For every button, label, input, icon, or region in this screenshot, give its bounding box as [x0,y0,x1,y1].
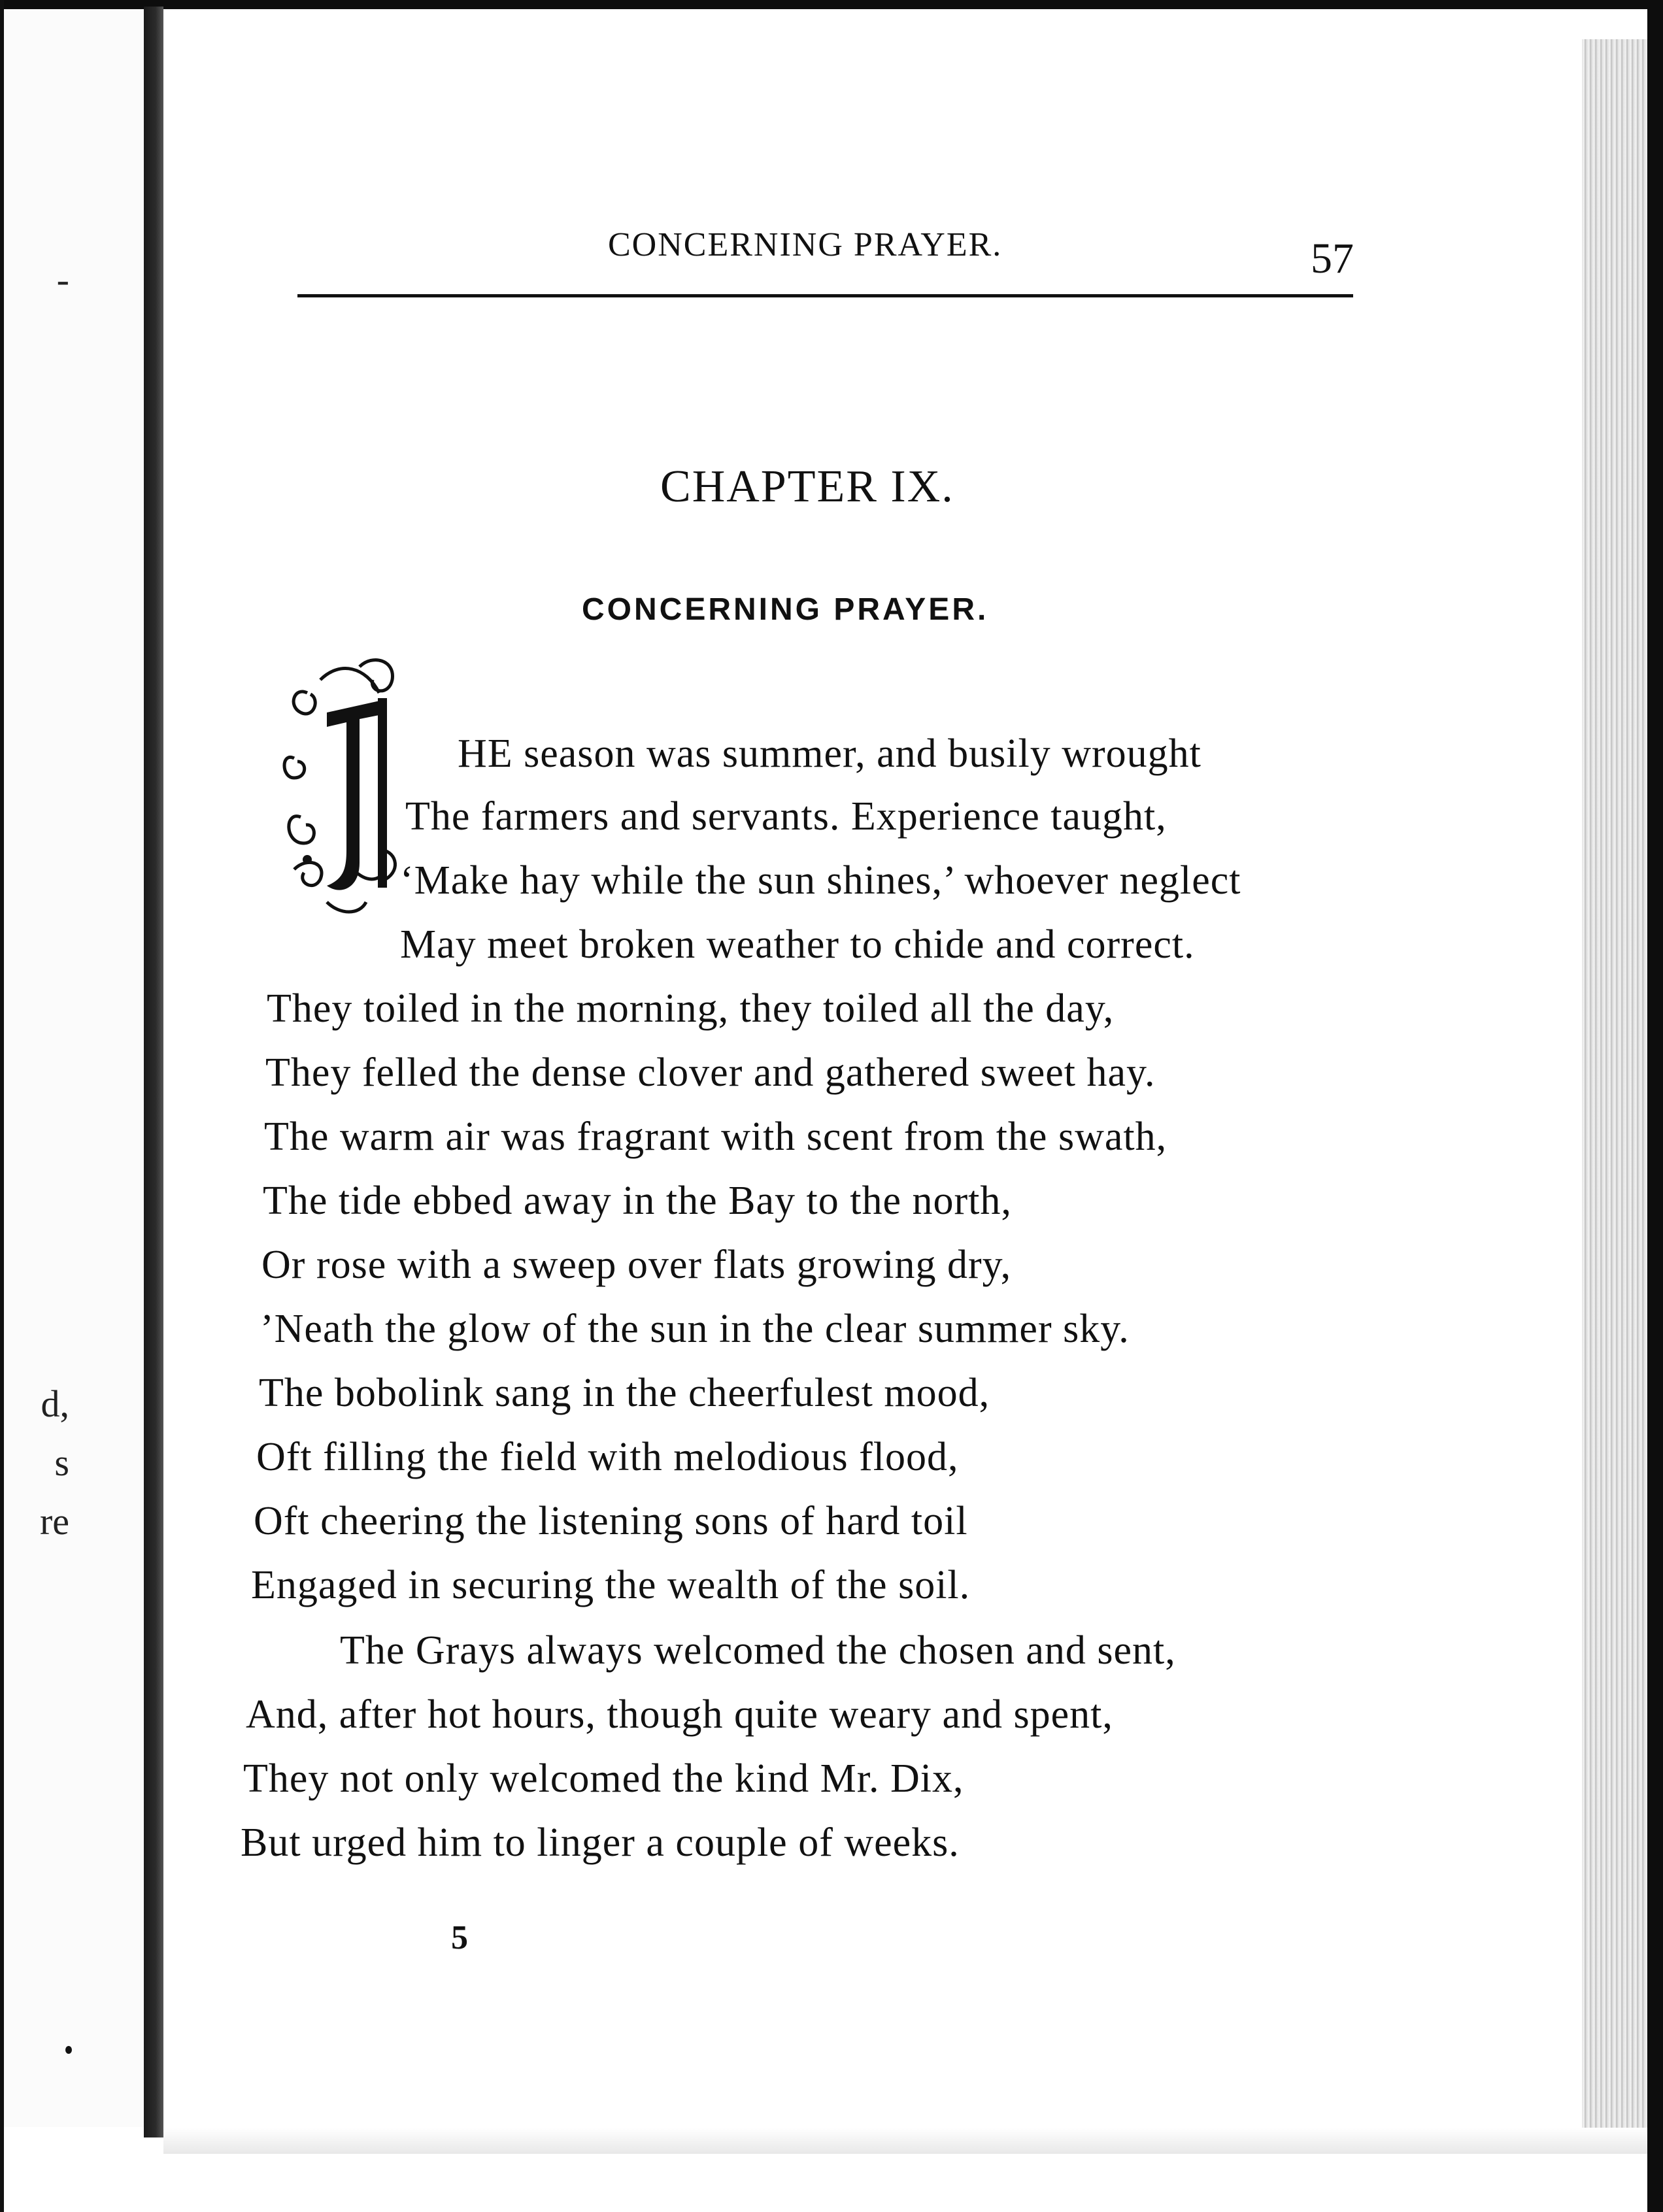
page-bottom-shadow [163,2128,1647,2154]
poem-line: They felled the dense clover and gathered sweet hay. [265,1050,1156,1095]
scan-border-right [1647,0,1663,2212]
chapter-number: CHAPTER IX. [660,461,954,512]
scan-border-top [0,0,1663,9]
poem-line: Oft filling the field with melodious flood, [256,1435,959,1479]
chapter-title: CONCERNING PRAYER. [582,592,989,627]
page-edges [1582,39,1647,2137]
poem-line: Oft cheering the listening sons of hard toil [254,1499,968,1543]
signature-mark: 5 [451,1919,468,1956]
poem-line: HE season was summer, and busily wrought [458,731,1201,776]
poem-line: And, after hot hours, though quite weary and spent, [246,1692,1113,1737]
poem-line: The tide ebbed away in the Bay to the north, [263,1179,1012,1223]
prev-page-fragment: - [56,258,69,301]
poem-line: Engaged in securing the wealth of the soil. [251,1563,971,1607]
poem-line: ‘Make hay while the sun shines,’ whoever neglect [400,858,1241,903]
poem-line: The warm air was fragrant with scent from the swath, [264,1114,1167,1159]
poem-line: The farmers and servants. Experience taught, [405,794,1167,839]
poem-line: May meet broken weather to chide and correct. [400,922,1195,967]
prev-page-fragment: d, [41,1382,69,1425]
poem-line: The bobolink sang in the cheerfulest mood, [259,1371,990,1415]
prev-page-fragment: re [39,1500,69,1543]
previous-page [4,9,144,2127]
poem-line: ’Neath the glow of the sun in the clear summer sky. [260,1307,1130,1351]
header-rule [297,294,1353,297]
poem-line: Or rose with a sweep over flats growing dry, [261,1243,1012,1287]
poem-line: They toiled in the morning, they toiled all the day, [267,986,1115,1031]
page-number: 57 [1311,235,1354,282]
book-gutter [144,7,163,2137]
poem-line: They not only welcomed the kind Mr. Dix, [243,1756,964,1801]
scan-speck [65,2046,72,2054]
poem-line: But urged him to linger a couple of weeks. [241,1820,960,1865]
running-head: CONCERNING PRAYER. [608,226,1003,263]
ornamental-drop-cap [281,654,405,941]
poem-line: The Grays always welcomed the chosen and sent, [340,1628,1176,1673]
prev-page-fragment: s [54,1441,69,1484]
